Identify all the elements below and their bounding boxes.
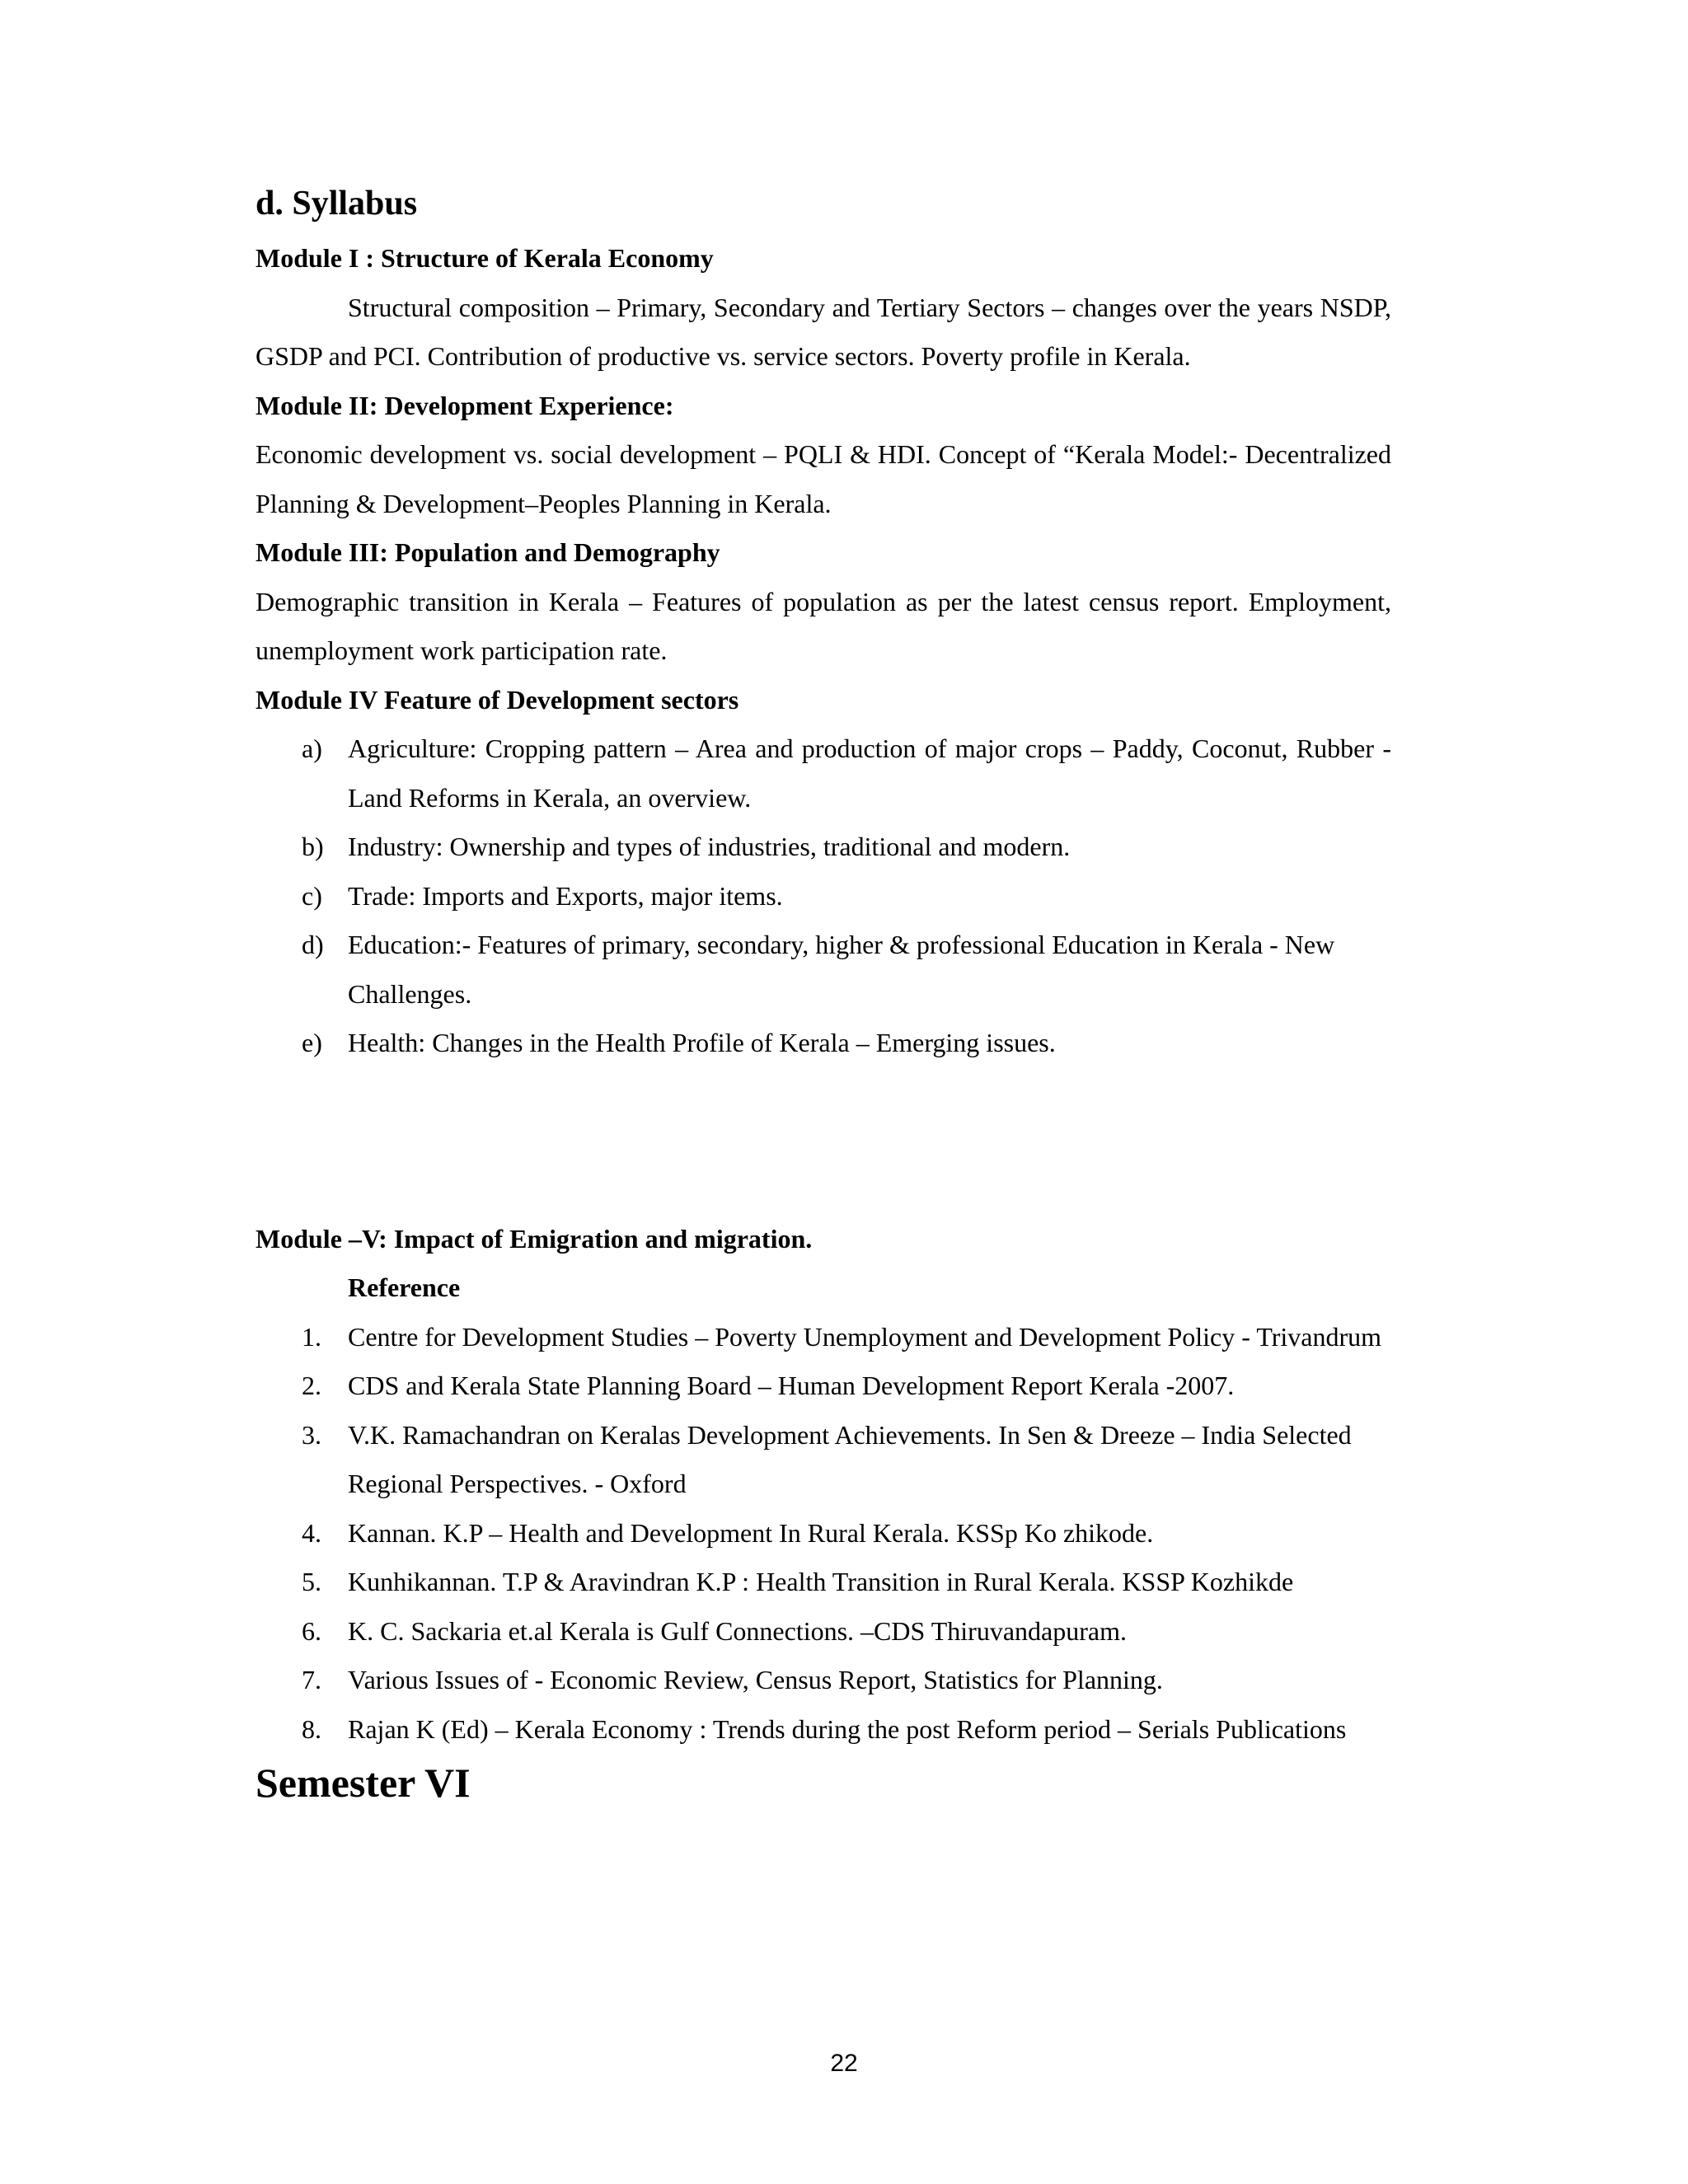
module-3-heading: Module III: Population and Demography bbox=[256, 537, 720, 567]
list-marker: c) bbox=[302, 880, 322, 911]
list-item bbox=[256, 872, 1391, 921]
module-5 bbox=[256, 1215, 1391, 1264]
reference-item bbox=[256, 1411, 1391, 1509]
reference-text: Kunhikannan. T.P & Aravindran K.P : Health Transition in Rural Kerala. KSSP Kozhikde bbox=[348, 1567, 1294, 1596]
list-item-text: Education:- Features of primary, secondary, higher & professional Education in Kerala - New Challenges. bbox=[348, 930, 1335, 1009]
reference-number: 6. bbox=[302, 1615, 321, 1646]
module-4 bbox=[256, 676, 1391, 1068]
page-number: 22 bbox=[830, 2050, 858, 2077]
reference-item bbox=[256, 1705, 1391, 1755]
reference-text: Rajan K (Ed) – Kerala Economy : Trends during the post Reform period – Serials Publications bbox=[348, 1713, 1347, 1744]
reference-item bbox=[256, 1361, 1391, 1411]
list-item bbox=[256, 823, 1391, 872]
semester-title: Semester VI bbox=[256, 1760, 471, 1806]
list-item bbox=[256, 1019, 1391, 1068]
vertical-gap bbox=[256, 1068, 1391, 1215]
module-5-heading: Module –V: Impact of Emigration and migration. bbox=[256, 1223, 813, 1254]
reference-number: 3. bbox=[302, 1419, 321, 1450]
list-item bbox=[256, 921, 1391, 1019]
reference-text: Kannan. K.P – Health and Development In Rural Kerala. KSSp Ko zhikode. bbox=[348, 1517, 1154, 1548]
reference-item bbox=[256, 1558, 1391, 1607]
reference-section bbox=[256, 1263, 1391, 1754]
module-2-heading: Module II: Development Experience: bbox=[256, 390, 674, 420]
reference-text: K. C. Sackaria et.al Kerala is Gulf Connections. –CDS Thiruvandapuram. bbox=[348, 1615, 1127, 1646]
module-1 bbox=[256, 234, 1391, 382]
reference-number: 4. bbox=[302, 1517, 321, 1548]
list-marker: a) bbox=[302, 733, 322, 763]
reference-number: 8. bbox=[302, 1713, 321, 1744]
module-1-heading: Module I : Structure of Kerala Economy bbox=[256, 243, 714, 273]
module-3-text: Demographic transition in Kerala – Features of population as per the latest census report. Employment, unemployment work participation rate. bbox=[256, 586, 1391, 665]
reference-text: CDS and Kerala State Planning Board – Human Development Report Kerala -2007. bbox=[348, 1371, 1235, 1400]
reference-text: Various Issues of - Economic Review, Census Report, Statistics for Planning. bbox=[348, 1665, 1163, 1694]
reference-item bbox=[256, 1509, 1391, 1558]
reference-item bbox=[256, 1656, 1391, 1705]
list-item-text: Health: Changes in the Health Profile of Kerala – Emerging issues. bbox=[348, 1028, 1056, 1057]
module-4-heading: Module IV Feature of Development sectors bbox=[256, 684, 739, 715]
module-4-list bbox=[256, 724, 1391, 1068]
reference-item bbox=[256, 1313, 1391, 1362]
list-item-text: Trade: Imports and Exports, major items. bbox=[348, 880, 783, 911]
list-item-text: Industry: Ownership and types of industries, traditional and modern. bbox=[348, 832, 1071, 861]
reference-number: 1. bbox=[302, 1321, 321, 1352]
page-content bbox=[256, 180, 1391, 1811]
reference-item bbox=[256, 1607, 1391, 1657]
reference-text: V.K. Ramachandran on Keralas Development Achievements. In Sen & Dreeze – India Selected Regional Perspectives. - Oxford bbox=[348, 1419, 1352, 1498]
reference-number: 2. bbox=[302, 1371, 321, 1400]
list-marker: b) bbox=[302, 832, 324, 861]
reference-text: Centre for Development Studies – Poverty Unemployment and Development Policy - Trivandrum bbox=[348, 1321, 1382, 1352]
reference-list bbox=[256, 1313, 1391, 1755]
module-2-text: Economic development vs. social development – PQLI & HDI. Concept of “Kerala Model:- Decentralized Planning & Development–Peoples Planning in Kerala. bbox=[256, 439, 1391, 518]
list-marker: d) bbox=[302, 930, 324, 959]
section-title: d. Syllabus bbox=[256, 185, 418, 223]
list-marker: e) bbox=[302, 1028, 322, 1057]
list-item bbox=[256, 724, 1391, 823]
reference-number: 7. bbox=[302, 1665, 321, 1694]
module-3 bbox=[256, 528, 1391, 676]
reference-number: 5. bbox=[302, 1567, 321, 1596]
module-1-text: Structural composition – Primary, Secondary and Tertiary Sectors – changes over the years NSDP, GSDP and PCI. Contribution of productive vs. service sectors. Poverty profile in Kerala. bbox=[256, 292, 1391, 371]
list-item-text: Agriculture: Cropping pattern – Area and production of major crops – Paddy, Coconut, Rubber - Land Reforms in Kerala, an overview. bbox=[348, 733, 1391, 813]
reference-heading: Reference bbox=[348, 1272, 461, 1302]
module-2 bbox=[256, 382, 1391, 529]
